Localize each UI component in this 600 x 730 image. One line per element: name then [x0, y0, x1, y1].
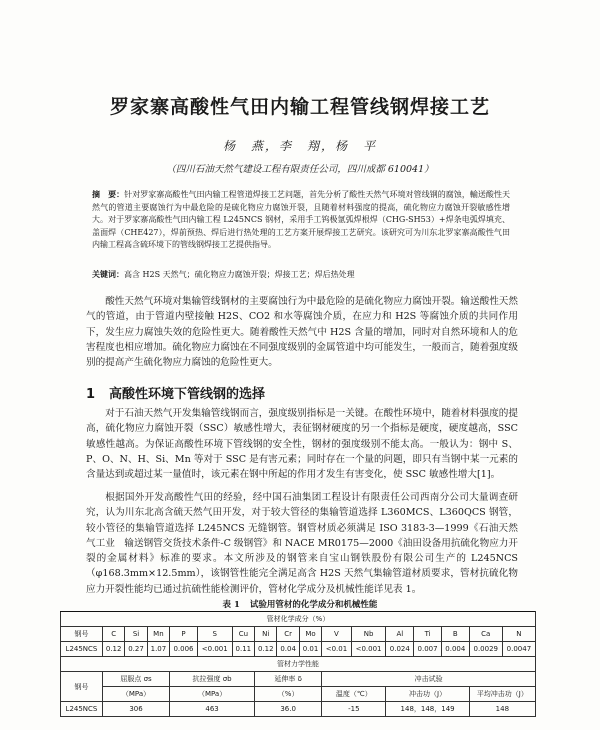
section-number: 1 — [86, 387, 96, 402]
element-cell: Cu — [232, 627, 254, 642]
elongation-label: 延伸率 δ — [255, 672, 322, 687]
chem-grade: L245NCS — [61, 642, 103, 657]
element-cell: Al — [386, 627, 414, 642]
temperature-value: -15 — [322, 702, 386, 717]
chem-grade-label: 钢号 — [61, 627, 103, 642]
chem-value: 0.024 — [386, 642, 414, 657]
element-cell: Cr — [277, 627, 299, 642]
impact-energy-values: 148，148，149 — [386, 702, 469, 717]
chem-value: 1.07 — [147, 642, 169, 657]
chem-value: 0.007 — [414, 642, 442, 657]
element-cell: B — [441, 627, 469, 642]
chem-value: <0.001 — [197, 642, 232, 657]
impact-label: 冲击试验 — [322, 672, 536, 687]
temperature-label: 温度（℃） — [322, 687, 386, 702]
mech-grade-label: 钢号 — [61, 672, 103, 702]
chem-value: <0.01 — [322, 642, 351, 657]
element-cell: C — [102, 627, 124, 642]
element-cell: V — [322, 627, 351, 642]
element-cell: Ni — [255, 627, 277, 642]
yield-unit: （MPa） — [102, 687, 169, 702]
paper-affiliation: （四川石油天然气建设工程有限责任公司，四川成都 610041） — [166, 164, 434, 175]
average-impact-label: 平均冲击功（J） — [469, 687, 535, 702]
table-number: 表 1 — [222, 600, 240, 610]
section-heading — [86, 383, 518, 402]
impact-energy-label: 冲击功（J） — [386, 687, 469, 702]
yield-value: 306 — [102, 702, 169, 717]
chem-value: 0.12 — [255, 642, 277, 657]
element-cell: P — [170, 627, 198, 642]
mech-header: 管材力学性能 — [61, 657, 536, 672]
tensile-label: 抗拉强度 σb — [170, 672, 255, 687]
chem-value: 0.0047 — [502, 642, 535, 657]
chem-value: 0.04 — [277, 642, 299, 657]
tensile-value: 463 — [170, 702, 255, 717]
material-table — [60, 611, 536, 717]
intro-paragraph: 酸性天然气环境对集输管线钢材的主要腐蚀行为中最危险的是硫化物应力腐蚀开裂。输送酸性天然气的管道，由于管道内壁接触 H2S、CO2 和水等腐蚀介质，在应力和 H2S 等腐蚀介质的共同作用下，发生应力腐蚀失效的危险性更大。随着酸性天然气中 H2S 含量的增加，同时对自然环境和人的危害程度也相应增加。硫化物应力腐蚀在不同强度级别的金属管道中均可能发生，一般而言，随着强度级别的提高产生硫化物应力腐蚀的危险性更大。 — [86, 296, 518, 369]
abstract-text: 针对罗家寨高酸性气田内输工程管道焊接工艺问题，首先分析了酸性天然气环境对管线钢的腐蚀，輸送酸性天然气的管道主要腐蚀行为中最危险的是硫化物应力腐蚀开裂，且随着材料强度的提高，硫化物应力腐蚀开裂敏感性增大。对于罗家寨高酸性气田内输工程 L245NCS 钢材，采用手工钨极氩弧焊根焊（CHG-SH53）+焊条电弧焊填充、盖面焊（CHE427），焊前预热、焊后进行热处理的工艺方案开展焊接工艺研究。该研究可为川东北罗家寨高酸性气田内输工程高含硫环境下的管线钢焊接工艺提供指导。 — [92, 190, 511, 249]
paper-title: 罗家寨高酸性气田内输工程管线钢焊接工艺 — [109, 96, 490, 118]
yield-label: 屈服点 σs — [102, 672, 169, 687]
chem-value: 0.01 — [299, 642, 321, 657]
paper-authors: 杨 燕，李 翔，杨 平 — [222, 139, 377, 153]
chem-value: 0.0029 — [469, 642, 502, 657]
table-caption-text: 试验用管材的化学成分和机械性能 — [249, 600, 378, 610]
element-cell: Mn — [147, 627, 169, 642]
chem-value: 0.12 — [102, 642, 124, 657]
element-cell: Si — [125, 627, 147, 642]
keywords-text: 高含 H2S 天然气；硫化物应力腐蚀开裂；焊接工艺；焊后热处理 — [124, 270, 355, 279]
keywords-label: 关键词： — [92, 269, 124, 279]
keywords — [92, 268, 510, 281]
element-cell: Ca — [469, 627, 502, 642]
element-cell: Ti — [414, 627, 442, 642]
element-cell: Mo — [299, 627, 321, 642]
mech-grade: L245NCS — [61, 702, 103, 717]
chem-header: 管材化学成分（%） — [61, 612, 536, 627]
element-cell: Nb — [351, 627, 386, 642]
chem-value: 0.004 — [441, 642, 469, 657]
chem-value: 0.27 — [125, 642, 147, 657]
element-cell: S — [197, 627, 232, 642]
chem-value: <0.001 — [351, 642, 386, 657]
section-paragraph-1: 对于石油天然气开发集输管线钢而言，强度级别指标是一关键。在酸性环境中，随着材料强度的提高，硫化物应力腐蚀开裂（SSC）敏感性增大，表征钢材硬度的另一个指标是硬度，硬度越高，SSC 敏感性越高。为保证高酸性环境下管线钢的安全性，钢材的强度级别不能太高。一般认为：钢中 S、P、O、N、H、Si、Mn 等对于 SSC 是有害元素；同时存在一个量的问题，即只有当钢中某一元素的含量达到或超过某一量值时，该元素在钢中所起的作用才发生有害变化，使 SSC 敏感性增大[1]。 — [86, 408, 518, 481]
tensile-unit: （MPa） — [170, 687, 255, 702]
section-title: 高酸性环境下管线钢的选择 — [109, 387, 266, 402]
elongation-value: 36.0 — [255, 702, 322, 717]
elongation-unit: （%） — [255, 687, 322, 702]
table-caption — [0, 598, 600, 610]
section-paragraph-2: 根据国外开发高酸性气田的经验，经中国石油集团工程设计有限责任公司西南分公司大量调查研究，认为川东北高含硫天然气田开发，对于较大管径的集输管道选择 L360MCS、L360QCS 钢管，较小管径的集输管道选择 L245NCS 无缝钢管。钢管材质必须满足 ISO 3183-3—1999《石油天然气工业 输送钢管交货技术条件-C 级钢管》和 NACE MR0175—2000《油田设备用抗硫化物应力开裂的金属材料》标准的要求。本文所涉及的钢管来自宝山钢铁股份有限公司生产的 L245NCS（φ168.3mm×12.5mm），该钢管性能完全满足高含 H2S 天然气集输管道材质要求，管材抗硫化物应力开裂性能均已通过抗硫性能检测评价，管材化学成分及机械性能详见表 1。 — [86, 492, 518, 595]
chem-value: 0.006 — [170, 642, 198, 657]
element-cell: N — [502, 627, 535, 642]
abstract-label: 摘 要： — [92, 189, 125, 199]
chem-value: 0.11 — [232, 642, 254, 657]
average-impact-value: 148 — [469, 702, 535, 717]
abstract — [92, 188, 510, 252]
